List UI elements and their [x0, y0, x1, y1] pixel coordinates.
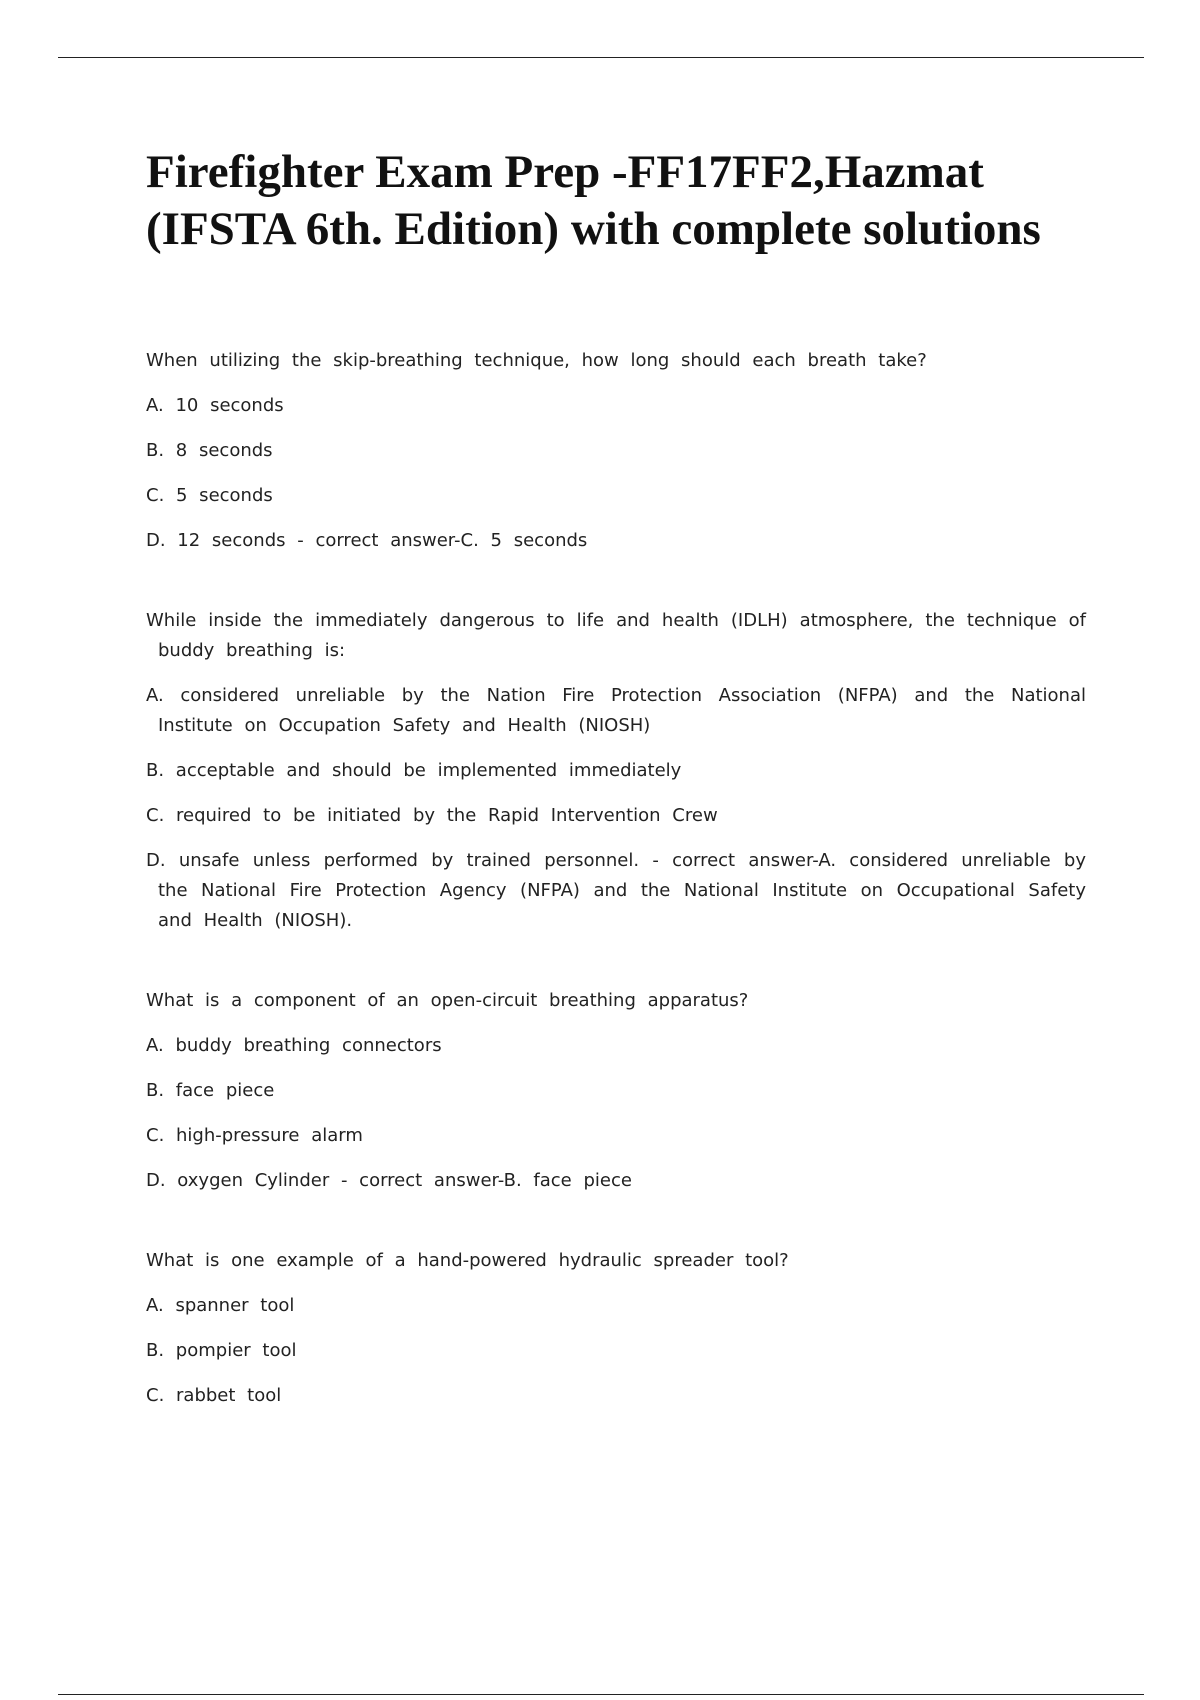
- answer-option-b: B. pompier tool: [146, 1340, 297, 1361]
- answer-option-a: A. spanner tool: [146, 1295, 295, 1316]
- answer-option-d: D. oxygen Cylinder - correct answer-B. face piece: [146, 1170, 632, 1191]
- question-block-2: [146, 606, 1086, 936]
- answer-option-b: B. 8 seconds: [146, 440, 273, 461]
- answer-option-c: C. 5 seconds: [146, 485, 273, 506]
- question-text: What is a component of an open-circuit breathing apparatus?: [146, 990, 749, 1011]
- title-line-1: Firefighter Exam Prep -FF17FF2,Hazmat: [146, 146, 984, 198]
- question-block-4: [146, 1246, 1086, 1411]
- question-block-3: [146, 986, 1086, 1196]
- answer-option-d: D. 12 seconds - correct answer-C. 5 seconds: [146, 530, 588, 551]
- bottom-rule: [58, 1694, 1144, 1695]
- document-title: [146, 144, 1146, 258]
- answer-option-a: A. 10 seconds: [146, 395, 284, 416]
- question-text: When utilizing the skip-breathing technique, how long should each breath take?: [146, 350, 927, 371]
- title-line-2: (IFSTA 6th. Edition) with complete solutions: [146, 203, 1041, 255]
- question-block-1: [146, 346, 1086, 556]
- question-text: What is one example of a hand-powered hydraulic spreader tool?: [146, 1250, 789, 1271]
- answer-option-b: B. face piece: [146, 1080, 275, 1101]
- answer-option-c: C. required to be initiated by the Rapid Intervention Crew: [146, 805, 718, 826]
- answer-option-c: C. high-pressure alarm: [146, 1125, 363, 1146]
- answer-option-c: C. rabbet tool: [146, 1385, 282, 1406]
- answer-option-d: D. unsafe unless performed by trained personnel. - correct answer-A. considered unreliable by the National Fire Protection Agency (NFPA) and the National Institute on Occupational Safety and Health (NIOSH).: [146, 850, 1086, 931]
- question-list: [146, 346, 1086, 1411]
- top-rule: [58, 57, 1144, 58]
- answer-option-a: A. buddy breathing connectors: [146, 1035, 442, 1056]
- answer-option-b: B. acceptable and should be implemented immediately: [146, 760, 682, 781]
- question-text: While inside the immediately dangerous to life and health (IDLH) atmosphere, the technique of buddy breathing is:: [146, 610, 1086, 661]
- answer-option-a: A. considered unreliable by the Nation Fire Protection Association (NFPA) and the National Institute on Occupation Safety and Health (NIOSH): [146, 685, 1086, 736]
